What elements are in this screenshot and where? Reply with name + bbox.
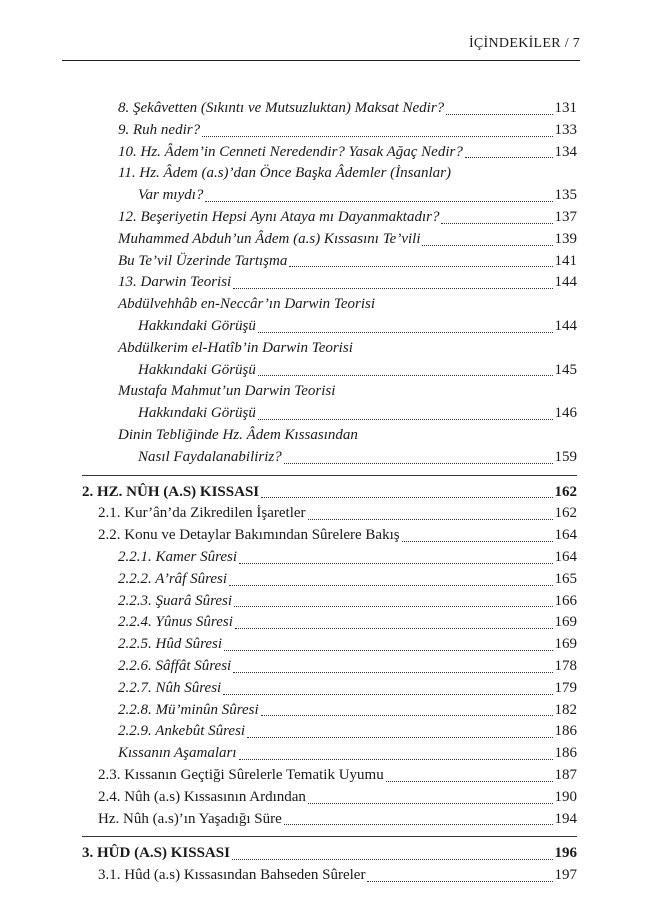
toc-entry-title: 2.3. Kıssanın Geçtiği Sûrelerle Tematik Uyumu (98, 766, 384, 783)
toc-entry-title: Hakkındaki Görüşü (138, 405, 256, 422)
dot-leader (229, 585, 552, 586)
dot-leader (367, 881, 552, 882)
toc-entry[interactable] (82, 338, 577, 360)
toc-entry[interactable] (82, 447, 577, 469)
toc-entry-title: 8. Şekâvetten (Sıkıntı ve Mutsuzluktan) Maksat Nedir? (118, 100, 445, 116)
toc-block-nuh (82, 482, 577, 831)
toc-page-number: 166 (554, 592, 577, 609)
dot-leader (261, 497, 552, 498)
toc-page-number: 187 (554, 766, 577, 783)
dot-leader (258, 375, 553, 376)
dot-leader (441, 223, 552, 224)
toc-entry-title: 2.1. Kur’ân’da Zikredilen İşaretler (98, 505, 306, 522)
toc-entry-title: 2.2.7. Nûh Sûresi (118, 679, 222, 696)
dot-leader (233, 672, 552, 673)
toc-entry-title: 9. Ruh nedir? (118, 121, 201, 138)
toc-page-number: 144 (554, 317, 577, 334)
toc-page-number: 179 (554, 679, 577, 696)
toc-page-number: 141 (554, 252, 577, 269)
toc-entry[interactable] (82, 403, 577, 425)
toc-entry-title: 10. Hz. Âdem’in Cenneti Neredendir? Yasak Ağaç Nedir? (118, 143, 463, 160)
toc-entry-title: Bu Te’vil Üzerinde Tartışma (118, 252, 288, 269)
toc-entry[interactable] (82, 591, 577, 613)
toc-entry[interactable] (82, 721, 577, 743)
toc-entry[interactable] (82, 809, 577, 831)
toc-entry[interactable] (82, 120, 577, 142)
dot-leader (422, 245, 552, 246)
dot-leader (258, 332, 553, 333)
toc-entry[interactable] (82, 569, 577, 591)
toc-block-hud (82, 843, 577, 887)
dot-leader (223, 694, 552, 695)
dot-leader (239, 759, 553, 760)
dot-leader (239, 563, 552, 564)
section-divider (82, 475, 577, 476)
toc-entry[interactable] (82, 765, 577, 787)
toc-page-number: 137 (554, 208, 577, 225)
dot-leader (284, 824, 553, 825)
toc-page-number: 190 (554, 788, 577, 805)
toc-page-number: 186 (554, 745, 577, 762)
toc-entry[interactable] (82, 482, 577, 504)
toc-entry-title: Hz. Nûh (a.s)’ın Yaşadığı Süre (98, 810, 282, 827)
toc-entry[interactable] (82, 656, 577, 678)
toc-page-number: 139 (554, 230, 577, 247)
toc-entry[interactable] (82, 163, 577, 185)
toc-entry-title: Var mıydı? (138, 187, 204, 204)
dot-leader (289, 266, 552, 267)
toc-entry-title: 2.2.1. Kamer Sûresi (118, 548, 238, 565)
toc-entry-title: Kıssanın Aşamaları (118, 745, 237, 762)
dot-leader (202, 136, 552, 137)
dot-leader (308, 803, 553, 804)
dot-leader (402, 541, 553, 542)
running-header (62, 30, 580, 54)
toc-entry[interactable] (82, 678, 577, 700)
toc-page-number: 144 (554, 274, 577, 291)
toc-entry-title: 13. Darwin Teorisi (118, 274, 232, 291)
toc-page-number: 162 (554, 483, 577, 500)
toc-page-number: 197 (554, 867, 577, 884)
toc-entry-title: 2. HZ. NÛH (A.S) KISSASI (82, 483, 260, 500)
toc-entry-title: 2.2.6. Sâffât Sûresi (118, 657, 232, 674)
toc-page-number: 133 (554, 121, 577, 138)
dot-leader (247, 737, 552, 738)
table-of-contents (82, 98, 577, 887)
dot-leader (234, 606, 552, 607)
toc-page-number: 186 (554, 723, 577, 740)
toc-entry-title: 11. Hz. Âdem (a.s)’dan Önce Başka Âdemler (İnsanlar) (118, 165, 451, 182)
toc-entry-title: Abdülvehhâb en-Neccâr’ın Darwin Teorisi (118, 296, 376, 313)
toc-page-number: 164 (554, 527, 577, 544)
header-title: İÇİNDEKİLER / 7 (468, 36, 580, 51)
toc-page-number: 178 (554, 657, 577, 674)
toc-entry-title: 2.2.4. Yûnus Sûresi (118, 614, 233, 631)
toc-page-number: 182 (554, 701, 577, 718)
toc-entry[interactable] (82, 547, 577, 569)
toc-entry[interactable] (82, 142, 577, 164)
toc-entry[interactable] (82, 612, 577, 634)
toc-entry-title: 2.2.9. Ankebût Sûresi (118, 723, 246, 740)
toc-entry-title: 2.2.2. A’râf Sûresi (118, 570, 228, 587)
toc-entry[interactable] (82, 360, 577, 382)
toc-entry[interactable] (82, 207, 577, 229)
toc-entry[interactable] (82, 229, 577, 251)
dot-leader (284, 463, 553, 464)
toc-entry[interactable] (82, 503, 577, 525)
dot-leader (465, 157, 553, 158)
toc-entry[interactable] (82, 634, 577, 656)
toc-page-number: 145 (554, 361, 577, 378)
toc-page-number: 146 (554, 405, 577, 422)
section-divider (82, 836, 577, 837)
dot-leader (224, 650, 552, 651)
toc-page-number: 194 (554, 810, 577, 827)
dot-leader (235, 628, 553, 629)
toc-entry-title: 2.2.3. Şuarâ Sûresi (118, 592, 233, 609)
toc-entry-title: Hakkındaki Görüşü (138, 317, 256, 334)
toc-entry-title: Hakkındaki Görüşü (138, 361, 256, 378)
dot-leader (261, 715, 553, 716)
toc-entry[interactable] (82, 185, 577, 207)
toc-entry-title: Dinin Tebliğinde Hz. Âdem Kıssasından (118, 426, 358, 443)
dot-leader (258, 419, 553, 420)
header-rule (62, 60, 580, 61)
toc-entry-title: 2.2.8. Mü’minûn Sûresi (118, 701, 259, 718)
toc-page-number: 131 (554, 100, 577, 116)
toc-page-number: 196 (554, 845, 577, 862)
toc-entry[interactable] (82, 425, 577, 447)
toc-page-number: 169 (554, 614, 577, 631)
toc-entry[interactable] (82, 98, 577, 120)
toc-entry-title: Mustafa Mahmut’un Darwin Teorisi (118, 383, 336, 400)
toc-entry[interactable] (82, 787, 577, 809)
dot-leader (308, 519, 553, 520)
toc-entry[interactable] (82, 272, 577, 294)
toc-entry[interactable] (82, 525, 577, 547)
toc-page-number: 169 (554, 636, 577, 653)
toc-page-number: 164 (554, 548, 577, 565)
toc-entry-title: 2.2.5. Hûd Sûresi (118, 636, 223, 653)
toc-page-number: 135 (554, 187, 577, 204)
toc-page-number: 134 (554, 143, 577, 160)
toc-page-number: 165 (554, 570, 577, 587)
toc-entry[interactable] (82, 743, 577, 765)
toc-entry-title: 2.4. Nûh (a.s) Kıssasının Ardından (98, 788, 306, 805)
toc-entry-title: 3.1. Hûd (a.s) Kıssasından Bahseden Sûreler (98, 867, 366, 884)
toc-entry[interactable] (82, 251, 577, 273)
toc-entry[interactable] (82, 381, 577, 403)
dot-leader (386, 781, 553, 782)
toc-entry[interactable] (82, 843, 577, 865)
dot-leader (446, 114, 552, 115)
toc-entry[interactable] (82, 316, 577, 338)
toc-page-number: 159 (554, 448, 577, 465)
toc-entry[interactable] (82, 700, 577, 722)
toc-entry[interactable] (82, 294, 577, 316)
toc-entry-title: Nasıl Faydalanabiliriz? (138, 448, 282, 465)
toc-entry-title: 2.2. Konu ve Detaylar Bakımından Sûrelere Bakış (98, 527, 400, 544)
dot-leader (232, 859, 553, 860)
toc-entry-title: Abdülkerim el-Hatîb’in Darwin Teorisi (118, 339, 353, 356)
toc-block-adam (82, 98, 577, 469)
toc-page-number: 162 (554, 505, 577, 522)
toc-entry-title: 3. HÛD (A.S) KISSASI (82, 845, 230, 862)
dot-leader (205, 201, 552, 202)
toc-entry[interactable] (82, 865, 577, 887)
toc-entry-title: 12. Beşeriyetin Hepsi Aynı Ataya mı Dayanmaktadır? (118, 208, 440, 225)
toc-entry-title: Muhammed Abduh’un Âdem (a.s) Kıssasını Te’vili (118, 230, 421, 247)
dot-leader (233, 288, 552, 289)
